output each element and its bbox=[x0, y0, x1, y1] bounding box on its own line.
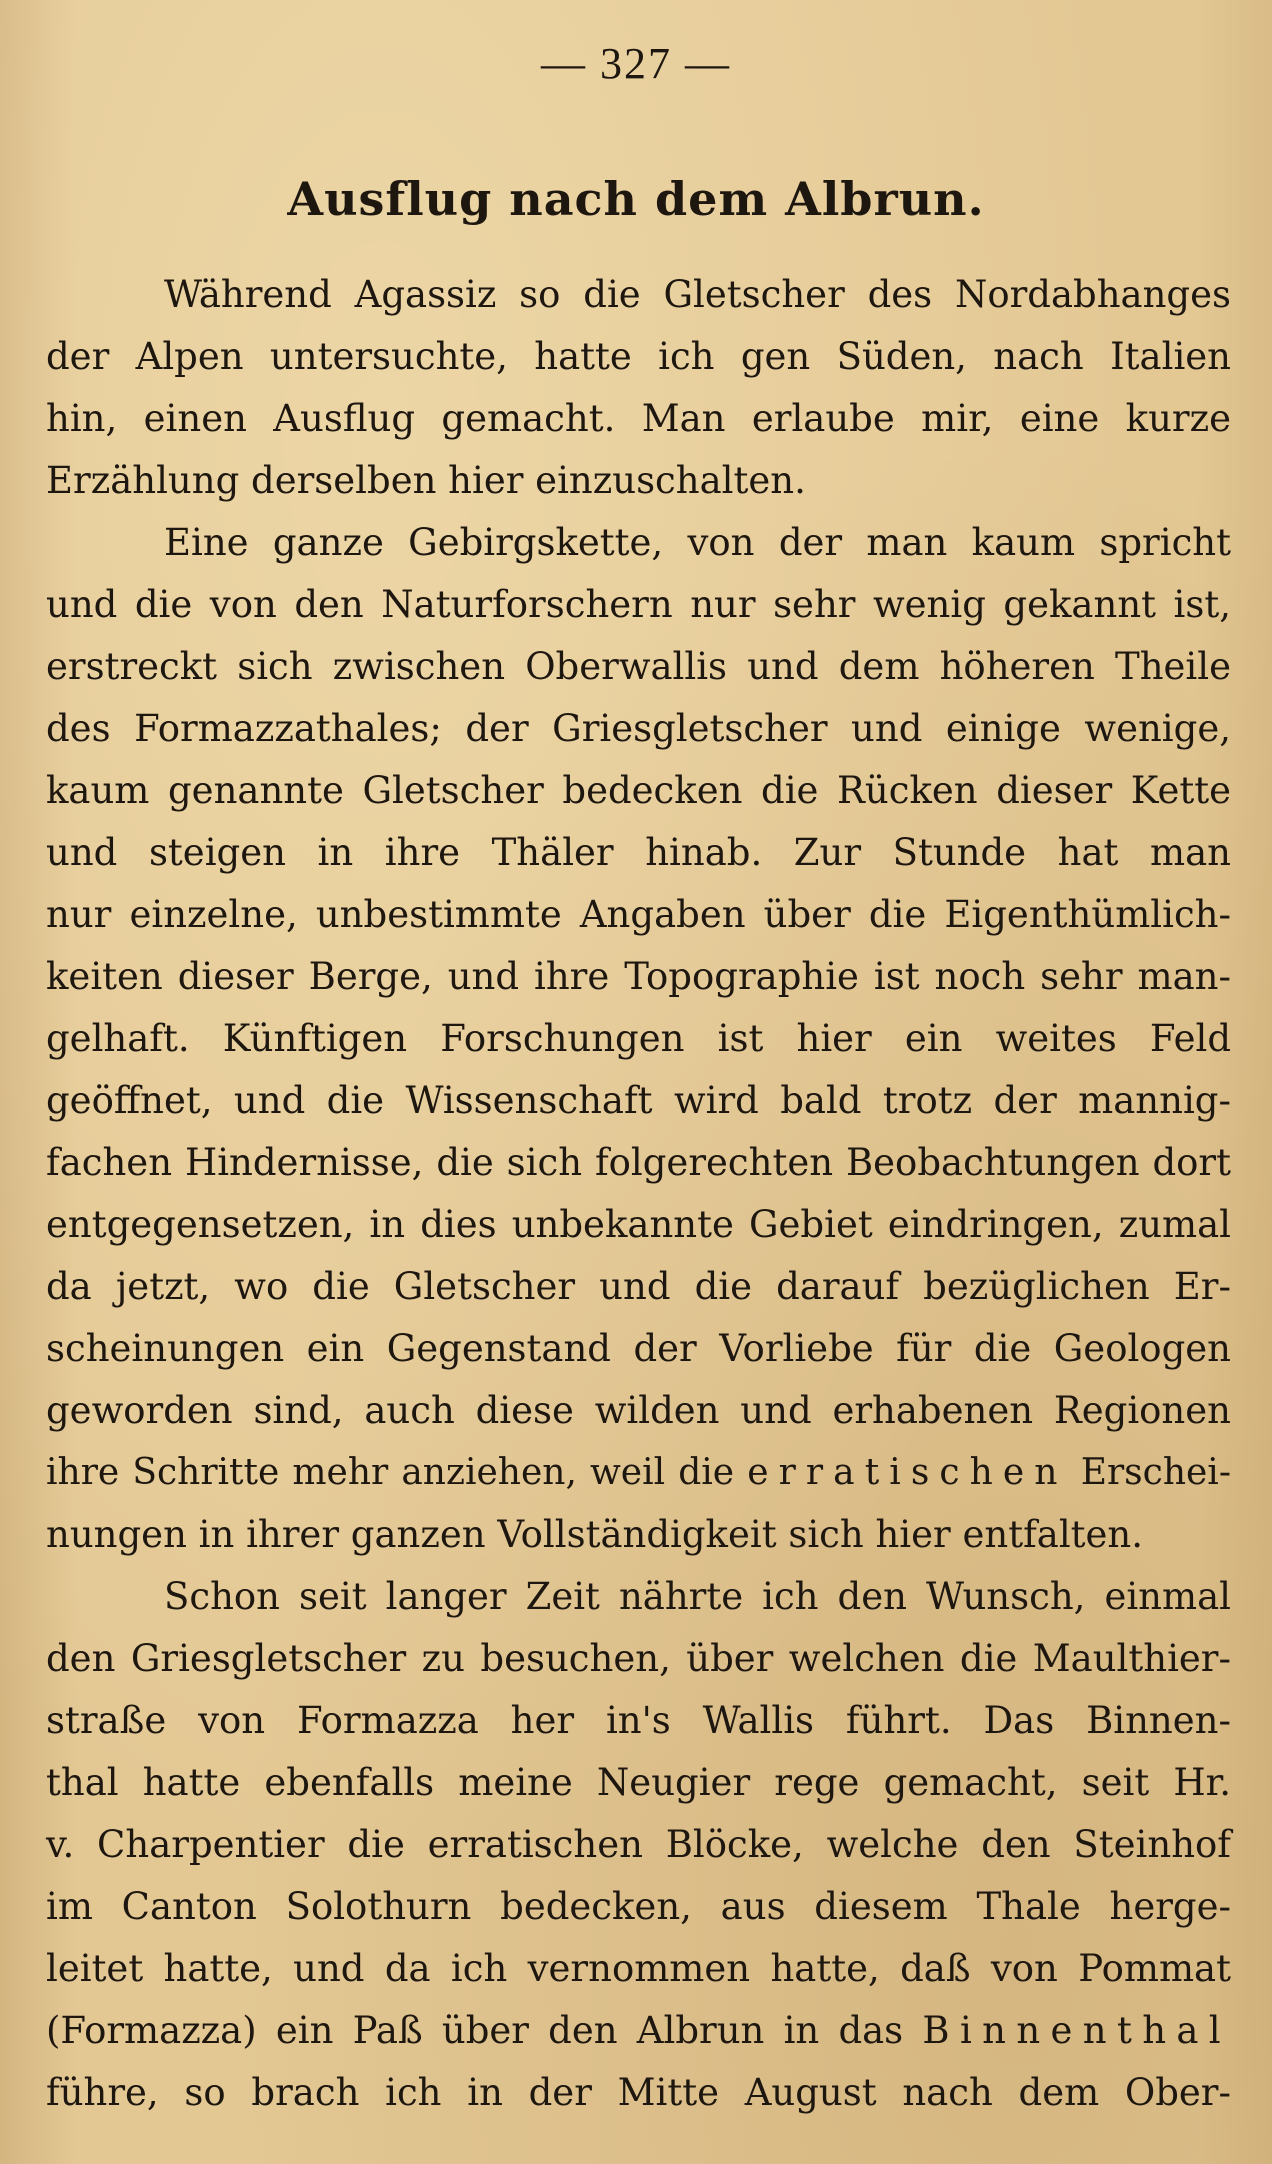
text-line: Eine ganze Gebirgskette, von der man kaum spricht bbox=[164, 521, 1231, 564]
text-line: kaum genannte Gletscher bedecken die Rücken dieser Kette bbox=[46, 769, 1231, 812]
text-line: Schon seit langer Zeit nährte ich den Wunsch, einmal bbox=[164, 1575, 1231, 1618]
text-line: v. Charpentier die erratischen Blöcke, welche den Steinhof bbox=[46, 1823, 1231, 1866]
text-line: Erzählung derselben hier einzuschalten. bbox=[46, 459, 806, 502]
text-line bbox=[46, 1443, 1231, 1503]
text-line: straße von Formazza her in's Wallis führt. Das Binnen- bbox=[46, 1699, 1231, 1742]
text-line: Während Agassiz so die Gletscher des Nordabhanges bbox=[164, 273, 1231, 316]
page-number: — 327 — bbox=[541, 39, 731, 88]
text-line: thal hatte ebenfalls meine Neugier rege gemacht, seit Hr. bbox=[46, 1761, 1231, 1804]
text-line: und die von den Naturforschern nur sehr wenig gekannt ist, bbox=[46, 583, 1231, 626]
emphasized-word: Binnenthal bbox=[922, 2009, 1232, 2052]
section-heading: Ausflug nach dem Albrun. bbox=[287, 172, 985, 226]
text-line: keiten dieser Berge, und ihre Topographie ist noch sehr man- bbox=[46, 955, 1231, 998]
text-line: da jetzt, wo die Gletscher und die darauf bezüglichen Er- bbox=[46, 1265, 1231, 1308]
text-line: der Alpen untersuchte, hatte ich gen Süden, nach Italien bbox=[46, 335, 1231, 378]
text-line: den Griesgletscher zu besuchen, über welchen die Maulthier- bbox=[46, 1637, 1231, 1680]
text-line: des Formazzathales; der Griesgletscher und einige wenige, bbox=[46, 707, 1231, 750]
text-line: hin, einen Ausflug gemacht. Man erlaube mir, eine kurze bbox=[46, 397, 1231, 440]
text-line: entgegensetzen, in dies unbekannte Gebiet eindringen, zumal bbox=[46, 1203, 1231, 1246]
text-run: (Formazza) ein Paß über den Albrun in das bbox=[46, 2009, 904, 2052]
text-line: fachen Hindernisse, die sich folgerechten Beobachtungen dort bbox=[46, 1141, 1231, 1184]
text-line: scheinungen ein Gegenstand der Vorliebe für die Geologen bbox=[46, 1327, 1231, 1370]
text-line: erstreckt sich zwischen Oberwallis und dem höheren Theile bbox=[46, 645, 1231, 688]
text-line: gelhaft. Künftigen Forschungen ist hier ein weites Feld bbox=[46, 1017, 1231, 1060]
text-run: Erschei- bbox=[1080, 1452, 1231, 1493]
text-line: geöffnet, und die Wissenschaft wird bald trotz der mannig- bbox=[46, 1079, 1231, 1122]
text-line: geworden sind, auch diese wilden und erhabenen Regionen bbox=[46, 1389, 1231, 1432]
text-line: im Canton Solothurn bedecken, aus diesem Thale herge- bbox=[46, 1885, 1231, 1928]
text-line: leitet hatte, und da ich vernommen hatte, daß von Pommat bbox=[46, 1947, 1231, 1990]
text-line bbox=[46, 2001, 1231, 2061]
text-line: führe, so brach ich in der Mitte August nach dem Ober- bbox=[46, 2071, 1231, 2114]
text-run: ihre Schritte mehr anziehen, weil die bbox=[46, 1452, 735, 1493]
emphasized-word: erratischen bbox=[747, 1452, 1068, 1493]
text-line: nur einzelne, unbestimmte Angaben über die Eigenthümlich- bbox=[46, 893, 1231, 936]
text-line: und steigen in ihre Thäler hinab. Zur Stunde hat man bbox=[46, 831, 1231, 874]
text-line: nungen in ihrer ganzen Vollständigkeit sich hier entfalten. bbox=[46, 1513, 1144, 1556]
